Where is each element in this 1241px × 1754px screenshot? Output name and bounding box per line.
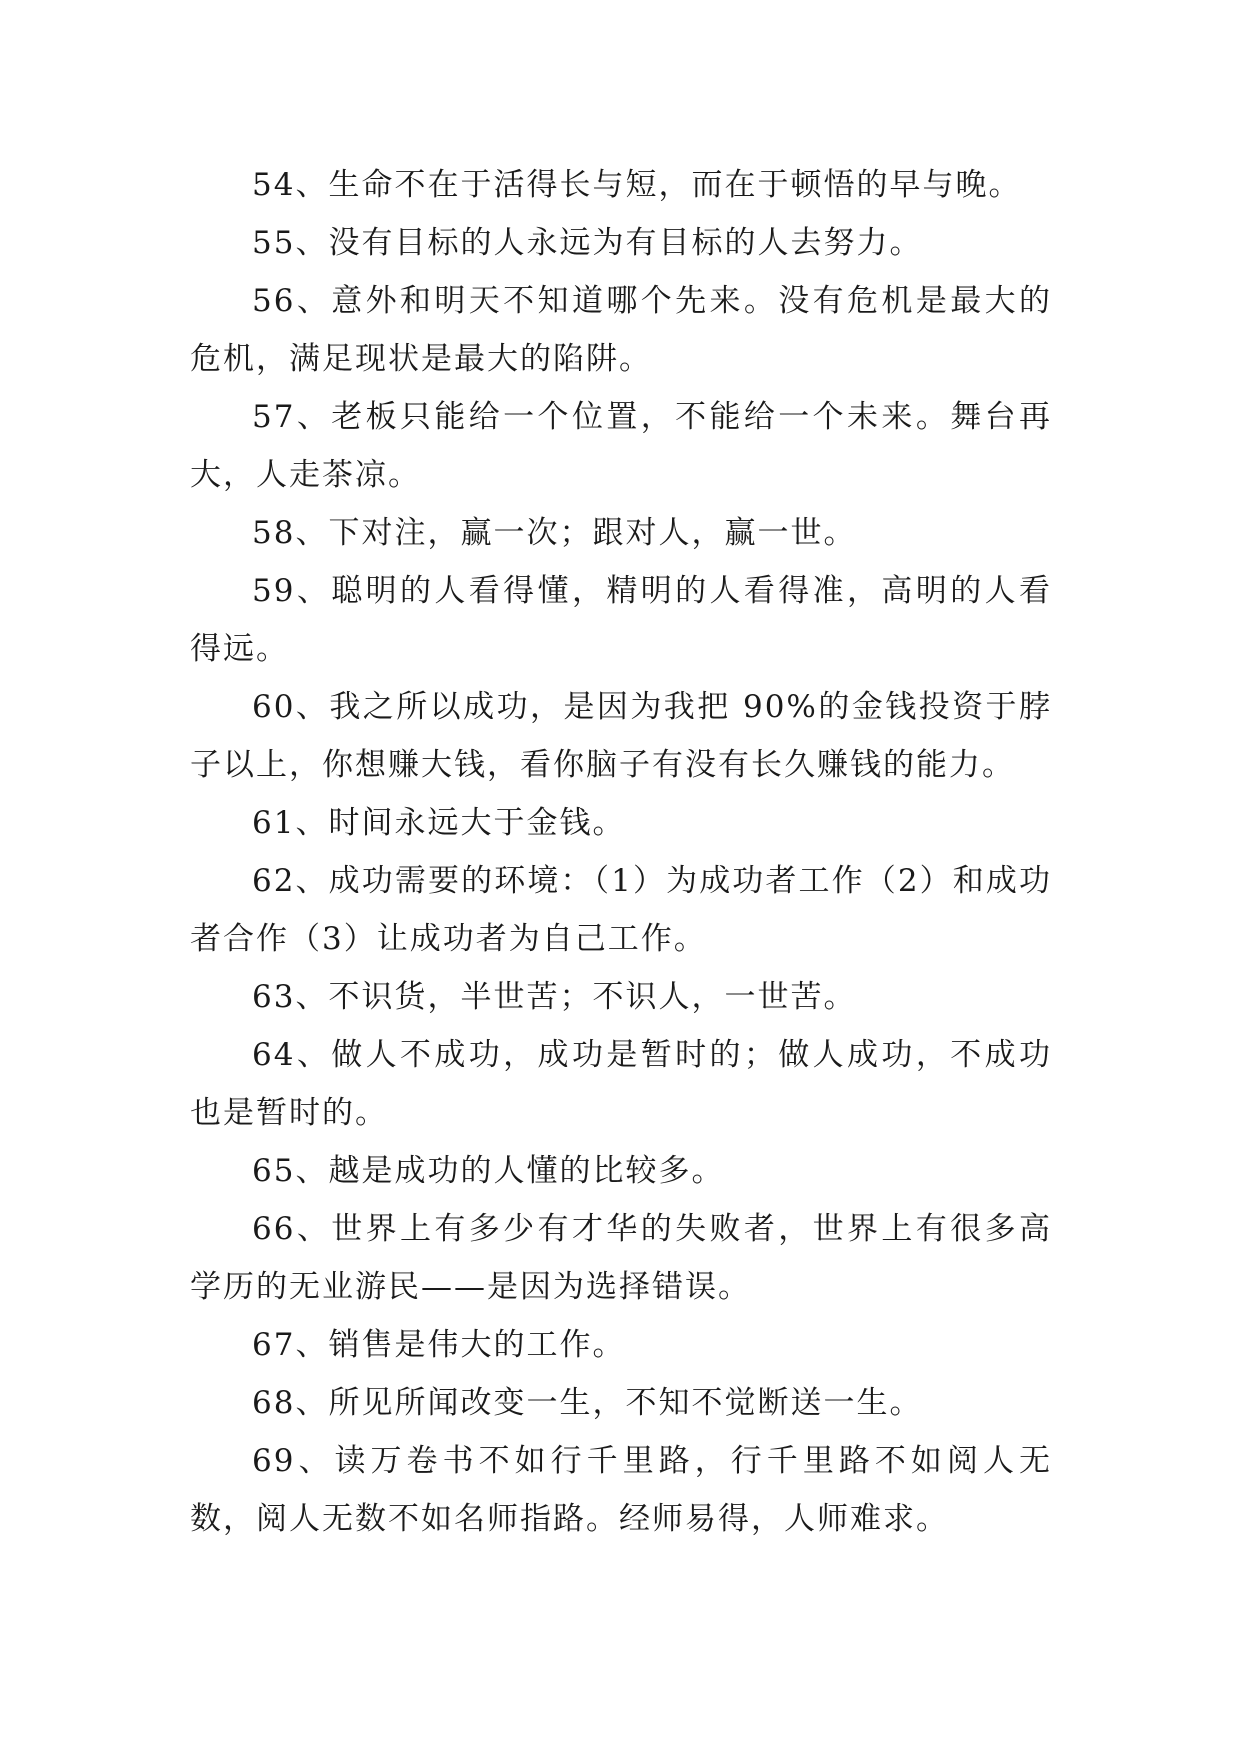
paragraph-58: 58、下对注，赢一次；跟对人，赢一世。 bbox=[252, 515, 857, 551]
paragraph-67: 67、销售是伟大的工作。 bbox=[252, 1327, 626, 1363]
paragraph-62: 62、成功需要的环境：（1）为成功者工作（2）和成功者合作（3）让成功者为自己工作。 bbox=[190, 863, 1052, 957]
paragraph-61: 61、时间永远大于金钱。 bbox=[252, 805, 626, 841]
paragraph-59: 59、聪明的人看得懂，精明的人看得准，高明的人看得远。 bbox=[190, 573, 1052, 667]
paragraph-54: 54、生命不在于活得长与短，而在于顿悟的早与晚。 bbox=[252, 167, 1022, 203]
paragraph-55: 55、没有目标的人永远为有目标的人去努力。 bbox=[252, 225, 923, 261]
paragraph-68: 68、所见所闻改变一生，不知不觉断送一生。 bbox=[252, 1385, 923, 1421]
paragraph-63: 63、不识货，半世苦；不识人，一世苦。 bbox=[252, 979, 857, 1015]
document-body bbox=[190, 156, 1052, 1548]
paragraph-57: 57、老板只能给一个位置，不能给一个未来。舞台再大，人走茶凉。 bbox=[190, 399, 1052, 493]
paragraph-60: 60、我之所以成功，是因为我把 90%的金钱投资于脖子以上，你想赚大钱，看你脑子有没有长久赚钱的能力。 bbox=[190, 689, 1052, 783]
paragraph-66: 66、世界上有多少有才华的失败者，世界上有很多高学历的无业游民——是因为选择错误。 bbox=[190, 1211, 1052, 1305]
paragraph-64: 64、做人不成功，成功是暂时的；做人成功，不成功也是暂时的。 bbox=[190, 1037, 1052, 1131]
paragraph-65: 65、越是成功的人懂的比较多。 bbox=[252, 1153, 725, 1189]
paragraph-69: 69、读万卷书不如行千里路，行千里路不如阅人无数，阅人无数不如名师指路。经师易得，人师难求。 bbox=[190, 1443, 1052, 1537]
paragraph-56: 56、意外和明天不知道哪个先来。没有危机是最大的危机，满足现状是最大的陷阱。 bbox=[190, 283, 1052, 377]
